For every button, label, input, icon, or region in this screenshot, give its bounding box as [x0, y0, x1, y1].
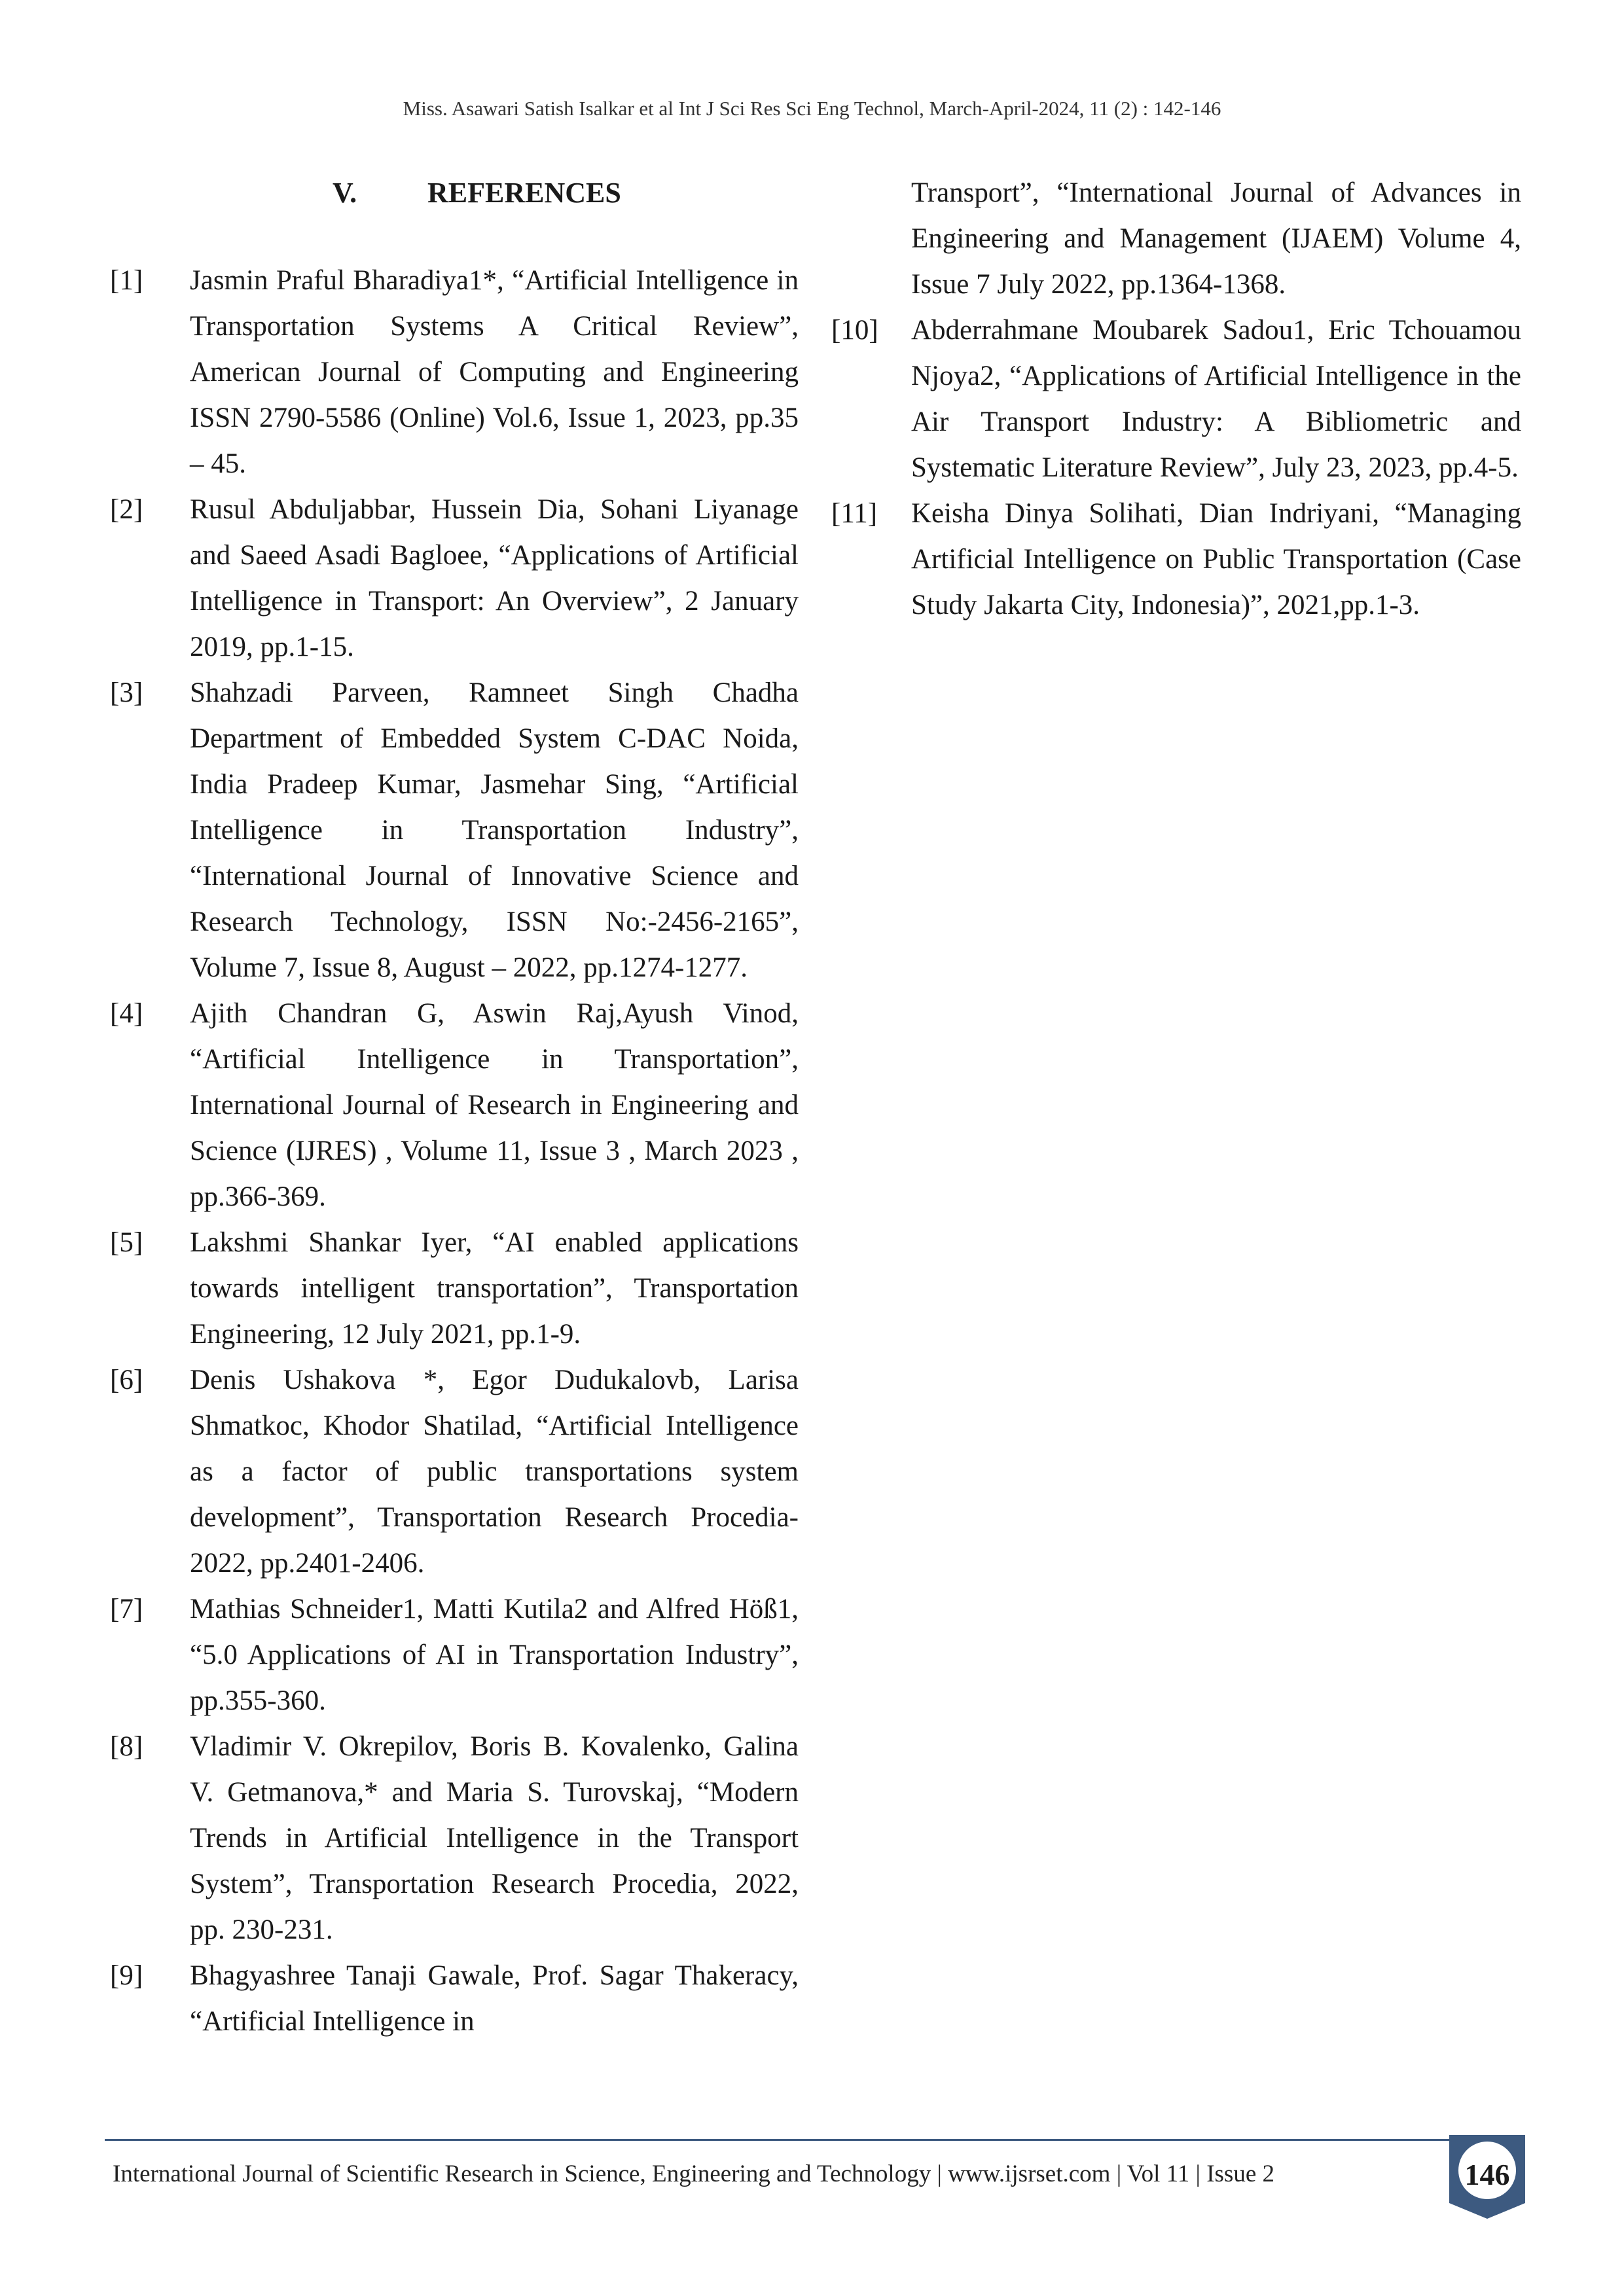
reference-item-8	[110, 1724, 799, 1953]
reference-item-4	[110, 991, 799, 1220]
footer-text: International Journal of Scientific Research in Science, Engineering and Technology | www.ijsrset.com | Vol 11 | Issue 2	[113, 2161, 1274, 2187]
reference-item-9	[110, 1953, 799, 2045]
section-number: V.	[333, 177, 357, 209]
reference-text: Mathias Schneider1, Matti Kutila2 and Alfred Höß1, “5.0 Applications of AI in Transportation Industry”, pp.355-360.	[190, 1594, 799, 1716]
section-heading	[110, 170, 799, 229]
references-column-left	[110, 170, 799, 2045]
reference-label: [1]	[110, 265, 143, 296]
reference-text: Ajith Chandran G, Aswin Raj,Ayush Vinod, “Artificial Intelligence in Transportation”, International Journal of Research in Engineering and Science (IJRES) , Volume 11, Issue 3 , March 2023 , pp.366-369.	[190, 998, 799, 1212]
reference-item-1	[110, 258, 799, 487]
reference-text: Bhagyashree Tanaji Gawale, Prof. Sagar Thakeracy, “Artificial Intelligence in	[190, 1960, 799, 2037]
reference-text: Vladimir V. Okrepilov, Boris B. Kovalenko, Galina V. Getmanova,* and Maria S. Turovskaj, “Modern Trends in Artificial Intelligence in the Transport System”, Transportation Research Procedia, 2022, pp. 230-231.	[190, 1731, 799, 1945]
reference-item-2	[110, 487, 799, 670]
reference-text: Jasmin Praful Bharadiya1*, “Artificial Intelligence in Transportation Systems A Critical Review”, American Journal of Computing and Engineering ISSN 2790-5586 (Online) Vol.6, Issue 1, 2023, pp.35 – 45.	[190, 265, 799, 479]
reference-label: [11]	[831, 498, 878, 529]
reference-label: [5]	[110, 1227, 143, 1258]
reference-item-11	[831, 491, 1521, 628]
reference-label: [2]	[110, 494, 143, 525]
page-number: 146	[1464, 2158, 1510, 2191]
reference-item-3	[110, 670, 799, 991]
reference-text: Keisha Dinya Solihati, Dian Indriyani, “Managing Artificial Intelligence on Public Transportation (Case Study Jakarta City, Indonesia)”, 2021,pp.1-3.	[911, 498, 1521, 620]
reference-item-9-continued	[831, 170, 1521, 308]
reference-text: Rusul Abduljabbar, Hussein Dia, Sohani Liyanage and Saeed Asadi Bagloee, “Applications of Artificial Intelligence in Transport: An Overview”, 2 January 2019, pp.1-15.	[190, 494, 799, 662]
section-title: REFERENCES	[427, 177, 621, 209]
reference-item-7	[110, 1587, 799, 1724]
reference-label: [10]	[831, 315, 878, 346]
reference-item-5	[110, 1220, 799, 1357]
reference-text: Transport”, “International Journal of Advances in Engineering and Management (IJAEM) Volume 4, Issue 7 July 2022, pp.1364-1368.	[911, 177, 1521, 300]
reference-item-10	[831, 308, 1521, 491]
reference-text: Lakshmi Shankar Iyer, “AI enabled applications towards intelligent transportation”, Transportation Engineering, 12 July 2021, pp.1-9.	[190, 1227, 799, 1350]
footer-rule	[105, 2139, 1461, 2141]
reference-label: [9]	[110, 1960, 143, 1991]
reference-text: Denis Ushakova *, Egor Dudukalovb, Larisa Shmatkoc, Khodor Shatilad, “Artificial Intelligence as a factor of public transportations system development”, Transportation Research Procedia-2022, pp.2401-2406.	[190, 1365, 799, 1579]
reference-label: [3]	[110, 677, 143, 708]
reference-label: [4]	[110, 998, 143, 1029]
reference-item-6	[110, 1357, 799, 1587]
references-column-right	[831, 170, 1521, 628]
reference-text: Shahzadi Parveen, Ramneet Singh Chadha Department of Embedded System C-DAC Noida, India Pradeep Kumar, Jasmehar Sing, “Artificial Intelligence in Transportation Industry”, “International Journal of Innovative Science and Research Technology, ISSN No:-2456-2165”, Volume 7, Issue 8, August – 2022, pp.1274-1277.	[190, 677, 799, 983]
reference-label: [6]	[110, 1365, 143, 1395]
running-head: Miss. Asawari Satish Isalkar et al Int J Sci Res Sci Eng Technol, March-April-2024, 11 (2) : 142-146	[403, 97, 1221, 120]
reference-label: [8]	[110, 1731, 143, 1762]
reference-label: [7]	[110, 1594, 143, 1624]
reference-text: Abderrahmane Moubarek Sadou1, Eric Tchouamou Njoya2, “Applications of Artificial Intelligence in the Air Transport Industry: A Bibliometric and Systematic Literature Review”, July 23, 2023, pp.4-5.	[911, 315, 1521, 483]
